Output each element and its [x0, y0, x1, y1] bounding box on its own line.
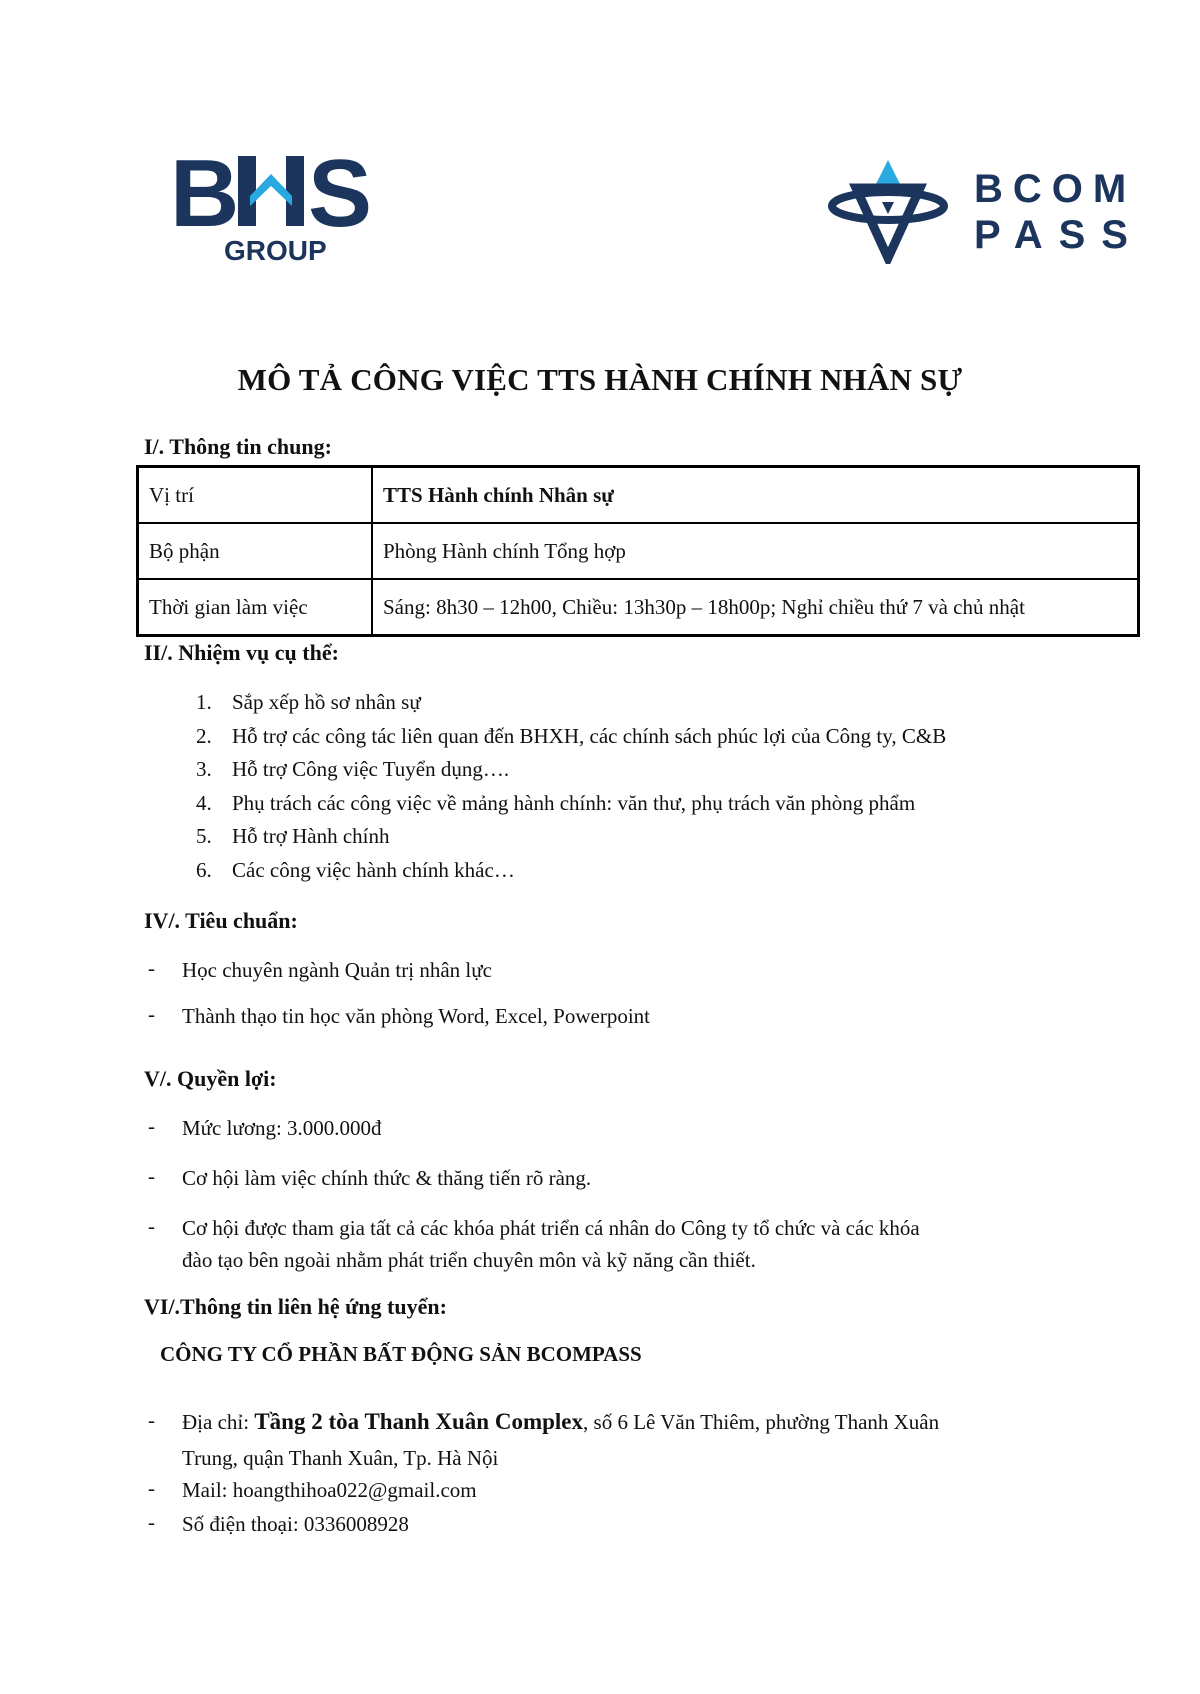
section4-heading: IV/. Tiêu chuẩn:	[144, 908, 298, 933]
address-label: Địa chỉ:	[182, 1410, 255, 1434]
list-text: Các công việc hành chính khác…	[232, 857, 515, 882]
document-title: MÔ TẢ CÔNG VIỆC TTS HÀNH CHÍNH NHÂN SỰ	[237, 362, 963, 397]
standard-item: Học chuyên ngành Quản trị nhân lực	[182, 958, 492, 982]
list-number: 2.	[196, 723, 212, 748]
bullet-dash: -	[148, 1510, 155, 1534]
bcompass-logo	[826, 158, 1156, 264]
benefit-item: Mức lương: 3.000.000đ	[182, 1116, 382, 1140]
compass-icon	[832, 160, 944, 258]
address-line	[182, 1406, 939, 1438]
table-row	[138, 523, 1139, 579]
svg-text:S: S	[308, 148, 369, 247]
bullet-dash: -	[148, 1408, 155, 1432]
list-number: 3.	[196, 757, 212, 781]
row-value: Phòng Hành chính Tổng hợp	[372, 523, 1139, 579]
list-text: Hỗ trợ các công tác liên quan đến BHXH, các chính sách phúc lợi của Công ty, C&B	[232, 723, 947, 748]
list-item	[196, 686, 946, 720]
list-item	[196, 787, 946, 821]
company-name: CÔNG TY CỔ PHẦN BẤT ĐỘNG SẢN BCOMPASS	[160, 1342, 642, 1366]
list-item	[196, 753, 946, 787]
section5-heading: V/. Quyền lợi:	[144, 1066, 277, 1091]
bhs-h-mark	[238, 156, 304, 226]
bullet-dash: -	[148, 1476, 155, 1500]
benefit-item-continued: đào tạo bên ngoài nhằm phát triển chuyên môn và kỹ năng cần thiết.	[182, 1248, 756, 1272]
table-row	[138, 579, 1139, 636]
list-number: 6.	[196, 857, 212, 882]
address-rest: , số 6 Lê Văn Thiêm, phường Thanh Xuân	[583, 1410, 940, 1434]
table-row	[138, 467, 1139, 524]
section2-heading: II/. Nhiệm vụ cụ thể:	[144, 640, 339, 665]
list-text: Phụ trách các công việc về mảng hành chính: văn thư, phụ trách văn phòng phẩm	[232, 790, 916, 815]
bhs-logo-sub: GROUP	[224, 235, 327, 266]
row-label: Vị trí	[138, 467, 373, 524]
bullet-dash: -	[148, 1164, 155, 1188]
bhs-group-logo	[170, 148, 400, 268]
bullet-dash: -	[148, 1214, 155, 1238]
list-item	[196, 854, 946, 888]
list-text: Hỗ trợ Hành chính	[232, 824, 390, 848]
list-number: 4.	[196, 790, 212, 815]
bullet-dash: -	[148, 956, 155, 980]
benefit-item: Cơ hội làm việc chính thức & thăng tiến rõ ràng.	[182, 1166, 592, 1190]
bcompass-line1: BCOM	[974, 167, 1137, 211]
bullet-dash: -	[148, 1114, 155, 1138]
benefit-item: Cơ hội được tham gia tất cả các khóa phát triển cá nhân do Công ty tổ chức và các khóa	[182, 1216, 920, 1240]
general-info-table	[136, 465, 1140, 637]
list-item	[196, 820, 946, 854]
standard-item: Thành thạo tin học văn phòng Word, Excel, Powerpoint	[182, 1004, 650, 1028]
list-text: Hỗ trợ Công việc Tuyển dụng….	[232, 757, 510, 781]
row-label: Thời gian làm việc	[138, 579, 373, 636]
bullet-dash: -	[148, 1002, 155, 1026]
svg-text:B: B	[170, 148, 236, 247]
contact-mail: Mail: hoangthihoa022@gmail.com	[182, 1478, 477, 1502]
task-list	[196, 686, 946, 887]
bcompass-line2: PASS	[974, 213, 1144, 257]
address-building: Tầng 2 tòa Thanh Xuân Complex	[254, 1409, 584, 1434]
list-number: 5.	[196, 824, 212, 848]
section1-heading: I/. Thông tin chung:	[144, 434, 332, 459]
contact-phone: Số điện thoại: 0336008928	[182, 1512, 409, 1536]
row-value: Sáng: 8h30 – 12h00, Chiều: 13h30p – 18h00p; Nghỉ chiều thứ 7 và chủ nhật	[372, 579, 1139, 636]
section6-heading: VI/.Thông tin liên hệ ứng tuyển:	[144, 1294, 447, 1319]
address-line2: Trung, quận Thanh Xuân, Tp. Hà Nội	[182, 1446, 499, 1470]
row-label: Bộ phận	[138, 523, 373, 579]
list-text: Sắp xếp hồ sơ nhân sự	[232, 690, 421, 714]
list-item	[196, 720, 946, 754]
row-value: TTS Hành chính Nhân sự	[372, 467, 1139, 524]
list-number: 1.	[196, 690, 212, 714]
